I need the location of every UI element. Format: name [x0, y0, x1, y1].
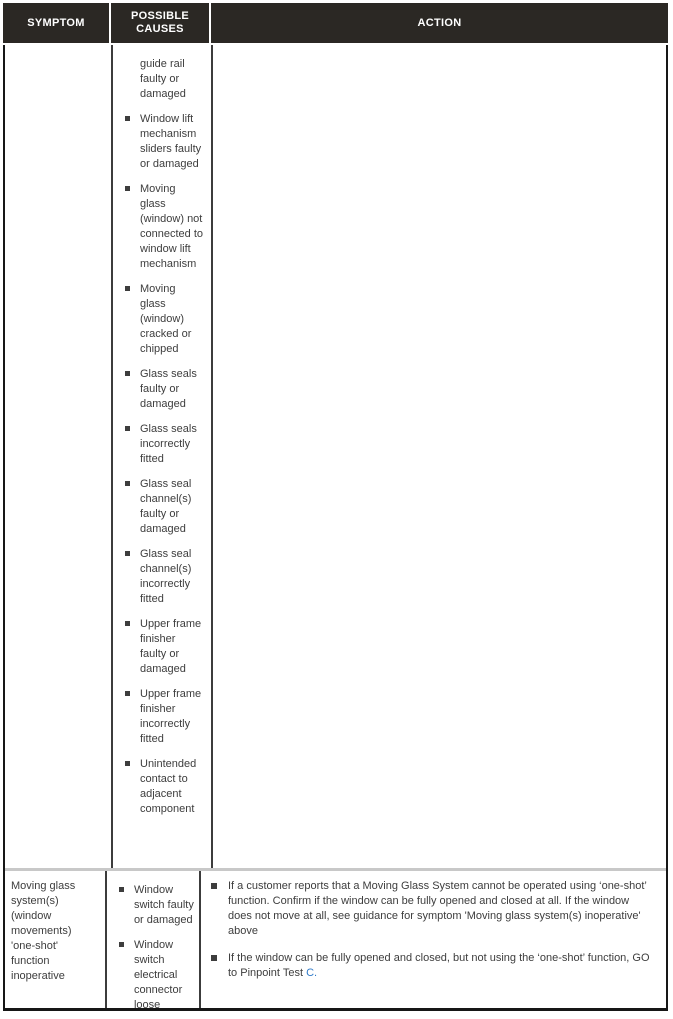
- cause-text: Glass seals incorrectly fitted: [140, 423, 197, 465]
- cause-text: Upper frame finisher faulty or damaged: [140, 618, 202, 675]
- action-cell-empty: [213, 45, 666, 868]
- action-cell: [201, 871, 666, 1008]
- bullet-square-icon: [125, 286, 130, 291]
- bullet-square-icon: [125, 116, 130, 121]
- symptom-cell-empty: [5, 45, 113, 868]
- table-row: [5, 868, 666, 1011]
- list-item: [125, 112, 211, 172]
- bullet-square-icon: [119, 887, 124, 892]
- symptom-cell: Moving glass system(s) (window movements) 'one-shot' function inoperative: [5, 871, 107, 1008]
- cause-text: Unintended contact to adjacent component: [140, 758, 197, 815]
- list-item: [125, 757, 211, 817]
- action-text-body: If the window can be fully opened and closed, but not using the ‘one-shot’ function, GO to Pinpoint Test: [228, 952, 650, 979]
- bullet-square-icon: [125, 621, 130, 626]
- bullet-square-icon: [125, 551, 130, 556]
- table-body: [3, 45, 668, 1011]
- bullet-square-icon: [125, 691, 130, 696]
- cause-text: Window switch faulty or damaged: [133, 884, 194, 926]
- list-item: [211, 879, 652, 939]
- table-row: [5, 45, 666, 868]
- list-item: [125, 367, 211, 412]
- cause-text: Moving glass (window) cracked or chipped: [140, 283, 192, 355]
- cause-text: Window lift mechanism sliders faulty or damaged: [140, 113, 202, 170]
- column-header-action: ACTION: [211, 3, 668, 43]
- list-item: [211, 951, 652, 981]
- list-item: [125, 547, 211, 607]
- bullet-square-icon: [211, 883, 217, 889]
- bullet-square-icon: [211, 955, 217, 961]
- action-text-body: If a customer reports that a Moving Glass System cannot be operated using ‘one-shot’ function. Confirm if the window can be fully opened and closed at all. If the window does not move at all, see guidance for symptom 'Moving glass system(s) inoperative' above: [228, 880, 647, 937]
- column-header-possible-causes: POSSIBLE CAUSES: [111, 3, 209, 43]
- list-item: [125, 422, 211, 467]
- cause-text: Glass seal channel(s) incorrectly fitted: [140, 548, 192, 605]
- cause-text: guide rail faulty or damaged: [140, 58, 186, 100]
- bullet-square-icon: [125, 371, 130, 376]
- list-item: [125, 57, 211, 102]
- list-item: [125, 282, 211, 357]
- action-text: [228, 951, 652, 981]
- list-item: [125, 617, 211, 677]
- cause-text: Glass seals faulty or damaged: [140, 368, 197, 410]
- list-item: [125, 687, 211, 747]
- list-item: [125, 182, 211, 272]
- list-item: [119, 883, 199, 928]
- bullet-square-icon: [125, 481, 130, 486]
- bullet-square-icon: [125, 761, 130, 766]
- cause-text: Moving glass (window) not connected to window lift mechanism: [140, 183, 203, 270]
- symptom-diagnosis-table: [3, 3, 668, 1011]
- table-header-row: [3, 3, 668, 43]
- cause-text: Glass seal channel(s) faulty or damaged: [140, 478, 192, 535]
- action-text: [228, 879, 652, 939]
- list-item: [119, 938, 199, 1013]
- cause-text: Window switch electrical connector loose: [133, 939, 183, 1011]
- bullet-square-icon: [119, 942, 124, 947]
- causes-cell: [107, 871, 201, 1011]
- bullet-square-icon: [125, 426, 130, 431]
- cause-text: Upper frame finisher incorrectly fitted: [140, 688, 202, 745]
- causes-cell: [113, 45, 213, 868]
- column-header-symptom: SYMPTOM: [3, 3, 109, 43]
- bullet-square-icon: [125, 186, 130, 191]
- list-item: [125, 477, 211, 537]
- pinpoint-test-c-link[interactable]: C.: [306, 967, 318, 979]
